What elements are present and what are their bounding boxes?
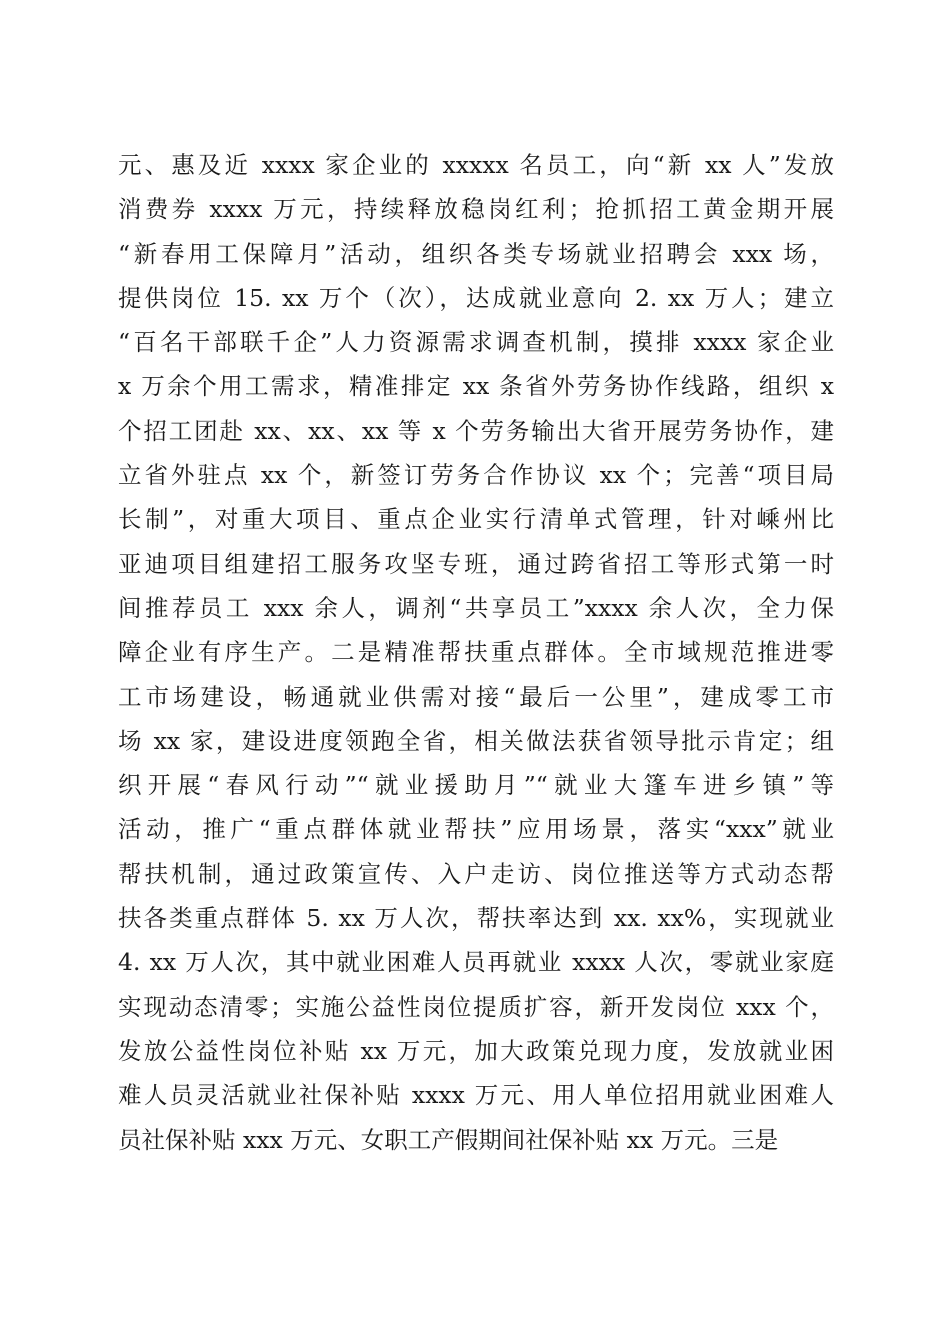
text-line: 4. xx 万人次，其中就业困难人员再就业 xxxx 人次，零就业家庭 [118,948,834,977]
text-line: 织开展“春风行动”“就业援助月”“就业大篷车进乡镇”等 [118,771,834,800]
text-line: 亚迪项目组建招工服务攻坚专班，通过跨省招工等形式第一时 [118,549,834,578]
text-line: 立省外驻点 xx 个，新签订劳务合作协议 xx 个；完善“项目局 [118,461,834,490]
text-line: 发放公益性岗位补贴 xx 万元，加大政策兑现力度，发放就业困 [118,1036,834,1065]
text-line: 员社保补贴 xxx 万元、女职工产假期间社保补贴 xx 万元。三是 [118,1125,779,1154]
text-line: “新春用工保障月”活动，组织各类专场就业招聘会 xxx 场， [118,239,834,268]
text-line: 难人员灵活就业社保补贴 xxxx 万元、用人单位招用就业困难人 [118,1081,834,1110]
text-line: “百名干部联千企”人力资源需求调查机制，摸排 xxxx 家企业 [118,328,834,357]
text-line: 长制”，对重大项目、重点企业实行清单式管理，针对嵊州比 [118,505,834,534]
text-line: 消费券 xxxx 万元，持续释放稳岗红利；抢抓招工黄金期开展 [118,195,834,224]
text-line: 帮扶机制，通过政策宣传、入户走访、岗位推送等方式动态帮 [118,859,834,888]
text-line: 活动，推广“重点群体就业帮扶”应用场景，落实“xxx”就业 [118,815,834,844]
text-line: 提供岗位 15. xx 万个（次），达成就业意向 2. xx 万人；建立 [118,283,834,312]
text-line: 障企业有序生产。二是精准帮扶重点群体。全市域规范推进零 [118,638,834,667]
text-line: 个招工团赴 xx、xx、xx 等 x 个劳务输出大省开展劳务协作，建 [118,416,834,445]
text-line: 元、惠及近 xxxx 家企业的 xxxxx 名员工，向“新 xx 人”发放 [118,151,834,179]
text-line: 实现动态清零；实施公益性岗位提质扩容，新开发岗位 xxx 个， [118,992,834,1021]
text-line: x 万余个用工需求，精准排定 xx 条省外劳务协作线路，组织 x [118,372,834,401]
body-paragraph [118,143,834,1162]
text-line: 场 xx 家，建设进度领跑全省，相关做法获省领导批示肯定；组 [118,726,834,755]
text-line: 扶各类重点群体 5. xx 万人次，帮扶率达到 xx. xx%，实现就业 [118,904,834,933]
text-line: 工市场建设，畅通就业供需对接“最后一公里”，建成零工市 [118,682,834,711]
text-line: 间推荐员工 xxx 余人，调剂“共享员工”xxxx 余人次，全力保 [118,593,834,622]
